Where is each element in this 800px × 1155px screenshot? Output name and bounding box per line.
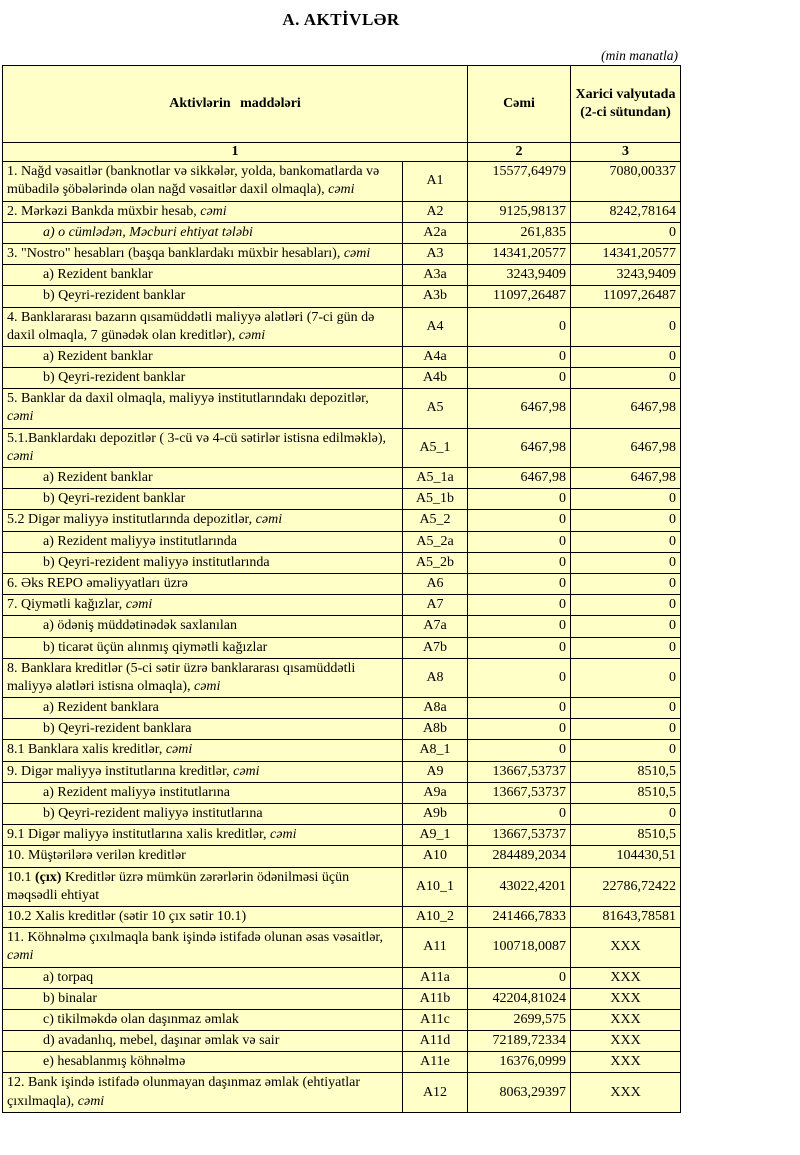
table-row — [3, 616, 681, 637]
total-value: 0 — [468, 510, 571, 531]
foreign-currency-value: 7080,00337 — [571, 162, 681, 201]
row-code: A11d — [403, 1031, 468, 1052]
row-label: a) torpaq — [3, 967, 403, 988]
table-row — [3, 988, 681, 1009]
foreign-currency-value: XXX — [571, 988, 681, 1009]
table-row — [3, 1009, 681, 1030]
total-value: 0 — [468, 804, 571, 825]
table-row — [3, 1052, 681, 1073]
table-row — [3, 719, 681, 740]
report-sheet — [2, 8, 680, 1113]
total-value: 13667,53737 — [468, 825, 571, 846]
total-value: 9125,98137 — [468, 201, 571, 222]
header-foreign-column: Xarici valyutada (2-ci sütundan) — [571, 66, 681, 143]
table-row — [3, 389, 681, 428]
table-row — [3, 595, 681, 616]
table-row — [3, 489, 681, 510]
foreign-currency-value: 81643,78581 — [571, 906, 681, 927]
row-code: A9_1 — [403, 825, 468, 846]
row-code: A2a — [403, 222, 468, 243]
row-code: A12 — [403, 1073, 468, 1112]
row-code: A1 — [403, 162, 468, 201]
total-value: 0 — [468, 573, 571, 594]
foreign-currency-value: XXX — [571, 1031, 681, 1052]
total-value: 261,835 — [468, 222, 571, 243]
foreign-currency-value: 0 — [571, 552, 681, 573]
row-code: A3 — [403, 243, 468, 264]
total-value: 0 — [468, 967, 571, 988]
row-code: A8_1 — [403, 740, 468, 761]
row-code: A7 — [403, 595, 468, 616]
row-label: a) Rezident banklar — [3, 265, 403, 286]
row-label: 9.1 Digər maliyyə institutlarına xalis kreditlər, cəmi — [3, 825, 403, 846]
row-code: A9a — [403, 782, 468, 803]
total-value: 72189,72334 — [468, 1031, 571, 1052]
table-row — [3, 468, 681, 489]
table-row — [3, 928, 681, 967]
row-code: A11b — [403, 988, 468, 1009]
row-label: d) avadanlıq, mebel, daşınar əmlak və sair — [3, 1031, 403, 1052]
total-value: 13667,53737 — [468, 782, 571, 803]
total-value: 0 — [468, 307, 571, 346]
row-code: A5_2a — [403, 531, 468, 552]
table-row — [3, 428, 681, 467]
row-code: A5_1 — [403, 428, 468, 467]
foreign-currency-value: 0 — [571, 307, 681, 346]
table-row — [3, 846, 681, 867]
table-header-row — [3, 66, 681, 143]
foreign-currency-value: 6467,98 — [571, 468, 681, 489]
row-label: a) o cümlədən, Məcburi ehtiyat tələbi — [3, 222, 403, 243]
row-code: A5_2 — [403, 510, 468, 531]
foreign-currency-value: 14341,20577 — [571, 243, 681, 264]
assets-table — [2, 65, 681, 1113]
row-label: b) Qeyri-rezident maliyyə institutlarında — [3, 552, 403, 573]
row-code: A9b — [403, 804, 468, 825]
foreign-currency-value: XXX — [571, 967, 681, 988]
table-row — [3, 307, 681, 346]
foreign-currency-value: 0 — [571, 346, 681, 367]
row-code: A10 — [403, 846, 468, 867]
foreign-currency-value: XXX — [571, 928, 681, 967]
row-label: 10.2 Xalis kreditlər (sətir 10 çıx sətir 10.1) — [3, 906, 403, 927]
total-value: 284489,2034 — [468, 846, 571, 867]
foreign-currency-value: 0 — [571, 368, 681, 389]
total-value: 0 — [468, 698, 571, 719]
table-row — [3, 761, 681, 782]
table-row — [3, 637, 681, 658]
table-row — [3, 1073, 681, 1112]
foreign-currency-value: 0 — [571, 573, 681, 594]
row-code: A8b — [403, 719, 468, 740]
table-row — [3, 510, 681, 531]
row-label: b) ticarət üçün alınmış qiymətli kağızlar — [3, 637, 403, 658]
foreign-currency-value: 0 — [571, 531, 681, 552]
row-label: a) Rezident banklar — [3, 346, 403, 367]
table-row — [3, 531, 681, 552]
table-row — [3, 243, 681, 264]
row-code: A11c — [403, 1009, 468, 1030]
foreign-currency-value: 104430,51 — [571, 846, 681, 867]
page-title: A. AKTİVLƏR — [282, 10, 400, 29]
row-label: a) Rezident banklar — [3, 468, 403, 489]
table-row — [3, 201, 681, 222]
row-label: 10.1 (çıx) Kreditlər üzrə mümkün zərərlərin ödənilməsi üçün məqsədli ehtiyat — [3, 867, 403, 906]
row-label: 5.1.Banklardakı depozitlər ( 3-cü və 4-cü sətirlər istisna edilməklə), cəmi — [3, 428, 403, 467]
total-value: 42204,81024 — [468, 988, 571, 1009]
foreign-currency-value: 6467,98 — [571, 428, 681, 467]
foreign-currency-value: XXX — [571, 1052, 681, 1073]
table-row — [3, 782, 681, 803]
foreign-currency-value: 8242,78164 — [571, 201, 681, 222]
table-row — [3, 658, 681, 697]
total-value: 3243,9409 — [468, 265, 571, 286]
row-label: 8.1 Banklara xalis kreditlər, cəmi — [3, 740, 403, 761]
row-label: a) Rezident maliyyə institutlarına — [3, 782, 403, 803]
row-code: A4 — [403, 307, 468, 346]
header-total-column: Cəmi — [468, 66, 571, 143]
row-code: A7b — [403, 637, 468, 658]
row-label: 11. Köhnəlmə çıxılmaqla bank işində istifadə olunan əsas vəsaitlər, cəmi — [3, 928, 403, 967]
table-row — [3, 222, 681, 243]
total-value: 0 — [468, 740, 571, 761]
total-value: 0 — [468, 489, 571, 510]
row-label: 5.2 Digər maliyyə institutlarında depozitlər, cəmi — [3, 510, 403, 531]
total-value: 0 — [468, 637, 571, 658]
foreign-currency-value: 0 — [571, 222, 681, 243]
row-code: A11e — [403, 1052, 468, 1073]
table-row — [3, 906, 681, 927]
row-label: 8. Banklara kreditlər (5-ci sətir üzrə banklararası qısamüddətli maliyyə alətləri istisna olmaqla), cəmi — [3, 658, 403, 697]
table-row — [3, 740, 681, 761]
total-value: 11097,26487 — [468, 286, 571, 307]
row-label: c) tikilməkdə olan daşınmaz əmlak — [3, 1009, 403, 1030]
total-value: 43022,4201 — [468, 867, 571, 906]
row-label: a) Rezident maliyyə institutlarında — [3, 531, 403, 552]
table-row — [3, 804, 681, 825]
table-row — [3, 573, 681, 594]
total-value: 0 — [468, 595, 571, 616]
row-code: A4a — [403, 346, 468, 367]
foreign-currency-value: 0 — [571, 637, 681, 658]
row-label: 6. Əks REPO əməliyyatları üzrə — [3, 573, 403, 594]
foreign-currency-value: 22786,72422 — [571, 867, 681, 906]
total-value: 0 — [468, 531, 571, 552]
total-value: 100718,0087 — [468, 928, 571, 967]
row-label: 4. Banklararası bazarın qısamüddətli maliyyə alətləri (7-ci gün də daxil olmaqla, 7 günədək olan kreditlər), cəmi — [3, 307, 403, 346]
row-code: A6 — [403, 573, 468, 594]
table-row — [3, 162, 681, 201]
row-code: A2 — [403, 201, 468, 222]
total-value: 0 — [468, 552, 571, 573]
total-value: 16376,0999 — [468, 1052, 571, 1073]
total-value: 13667,53737 — [468, 761, 571, 782]
total-value: 0 — [468, 658, 571, 697]
total-value: 0 — [468, 346, 571, 367]
row-code: A11a — [403, 967, 468, 988]
row-code: A5_1a — [403, 468, 468, 489]
row-label: a) Rezident banklara — [3, 698, 403, 719]
row-code: A10_2 — [403, 906, 468, 927]
column-number-row — [3, 143, 681, 162]
row-label: 2. Mərkəzi Bankda müxbir hesab, cəmi — [3, 201, 403, 222]
foreign-currency-value: 0 — [571, 698, 681, 719]
foreign-currency-value: XXX — [571, 1073, 681, 1112]
header-items-column: Aktivlərin maddələri — [3, 66, 468, 143]
column-number-3: 3 — [571, 143, 681, 162]
table-row — [3, 286, 681, 307]
unit-note: (min manatla) — [601, 48, 678, 63]
column-number-1: 1 — [3, 143, 468, 162]
row-label: 9. Digər maliyyə institutlarına kreditlər, cəmi — [3, 761, 403, 782]
total-value: 6467,98 — [468, 389, 571, 428]
foreign-currency-value: 0 — [571, 740, 681, 761]
row-label: b) Qeyri-rezident maliyyə institutlarına — [3, 804, 403, 825]
table-row — [3, 346, 681, 367]
foreign-currency-value: 8510,5 — [571, 761, 681, 782]
row-label: b) Qeyri-rezident banklar — [3, 489, 403, 510]
table-row — [3, 698, 681, 719]
foreign-currency-value: 0 — [571, 804, 681, 825]
row-code: A5_1b — [403, 489, 468, 510]
foreign-currency-value: 8510,5 — [571, 825, 681, 846]
row-code: A11 — [403, 928, 468, 967]
foreign-currency-value: 0 — [571, 616, 681, 637]
total-value: 14341,20577 — [468, 243, 571, 264]
row-code: A5 — [403, 389, 468, 428]
table-row — [3, 867, 681, 906]
row-label: b) binalar — [3, 988, 403, 1009]
table-row — [3, 368, 681, 389]
total-value: 8063,29397 — [468, 1073, 571, 1112]
row-label: 7. Qiymətli kağızlar, cəmi — [3, 595, 403, 616]
row-label: a) ödəniş müddətinədək saxlanılan — [3, 616, 403, 637]
table-row — [3, 265, 681, 286]
column-number-2: 2 — [468, 143, 571, 162]
row-code: A5_2b — [403, 552, 468, 573]
row-label: b) Qeyri-rezident banklar — [3, 368, 403, 389]
row-label: 5. Banklar da daxil olmaqla, maliyyə institutlarındakı depozitlər, cəmi — [3, 389, 403, 428]
row-label: 1. Nağd vəsaitlər (banknotlar və sikkələr, yolda, bankomatlarda və mübadilə şöbələrində olan nağd vəsaitlər daxil olmaqla), cəmi — [3, 162, 403, 201]
row-code: A8 — [403, 658, 468, 697]
table-row — [3, 552, 681, 573]
total-value: 241466,7833 — [468, 906, 571, 927]
foreign-currency-value: 0 — [571, 658, 681, 697]
foreign-currency-value: 0 — [571, 719, 681, 740]
row-code: A4b — [403, 368, 468, 389]
foreign-currency-value: 0 — [571, 595, 681, 616]
row-code: A9 — [403, 761, 468, 782]
foreign-currency-value: XXX — [571, 1009, 681, 1030]
row-label: 10. Müştərilərə verilən kreditlər — [3, 846, 403, 867]
total-value: 6467,98 — [468, 468, 571, 489]
foreign-currency-value: 11097,26487 — [571, 286, 681, 307]
table-row — [3, 825, 681, 846]
table-row — [3, 1031, 681, 1052]
foreign-currency-value: 0 — [571, 489, 681, 510]
table-row — [3, 967, 681, 988]
row-label: 12. Bank işində istifadə olunmayan daşınmaz əmlak (ehtiyatlar çıxılmaqla), cəmi — [3, 1073, 403, 1112]
total-value: 2699,575 — [468, 1009, 571, 1030]
row-label: b) Qeyri-rezident banklara — [3, 719, 403, 740]
foreign-currency-value: 3243,9409 — [571, 265, 681, 286]
foreign-currency-value: 0 — [571, 510, 681, 531]
row-code: A7a — [403, 616, 468, 637]
foreign-currency-value: 8510,5 — [571, 782, 681, 803]
total-value: 0 — [468, 719, 571, 740]
foreign-currency-value: 6467,98 — [571, 389, 681, 428]
row-label: 3. "Nostro" hesabları (başqa banklardakı müxbir hesabları), cəmi — [3, 243, 403, 264]
row-code: A8a — [403, 698, 468, 719]
total-value: 6467,98 — [468, 428, 571, 467]
row-code: A3b — [403, 286, 468, 307]
row-code: A3a — [403, 265, 468, 286]
row-label: b) Qeyri-rezident banklar — [3, 286, 403, 307]
row-label: e) hesablanmış köhnəlmə — [3, 1052, 403, 1073]
total-value: 15577,64979 — [468, 162, 571, 201]
total-value: 0 — [468, 616, 571, 637]
row-code: A10_1 — [403, 867, 468, 906]
total-value: 0 — [468, 368, 571, 389]
